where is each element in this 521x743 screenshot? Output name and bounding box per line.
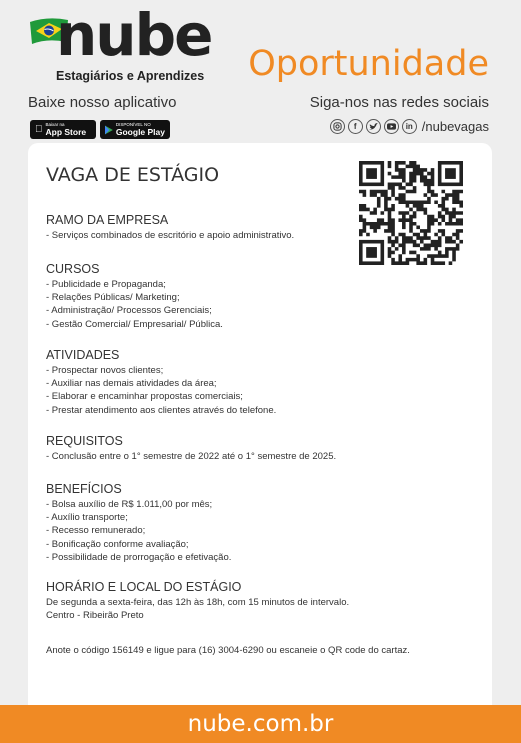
section-ramo [46, 213, 476, 242]
section-line: - Possibilidade de prorrogação e efetivação. [46, 551, 232, 563]
twitter-icon[interactable] [366, 119, 381, 134]
job-card [28, 143, 492, 705]
section-line: - Elaborar e encaminhar propostas comerciais; [46, 391, 243, 403]
section-line: - Conclusão entre o 1° semestre de 2022 até o 1° semestre de 2025. [46, 451, 337, 462]
section-line: - Administração/ Processos Gerenciais; [46, 305, 212, 317]
apple-icon [35, 124, 43, 135]
linkedin-icon[interactable]: in [402, 119, 417, 134]
section-line: - Bolsa auxílio de R$ 1.011,00 por mês; [46, 499, 213, 510]
section-title: BENEFÍCIOS [46, 482, 122, 496]
download-label: Baixe nosso aplicativo [28, 94, 177, 111]
app-store-badge[interactable] [30, 120, 96, 139]
section-atividades [46, 348, 476, 417]
section-title: HORÁRIO E LOCAL DO ESTÁGIO [46, 580, 242, 594]
section-title: REQUISITOS [46, 434, 123, 448]
youtube-icon[interactable] [384, 119, 399, 134]
google-play-icon [105, 125, 113, 135]
section-line: Centro - Ribeirão Preto [46, 610, 144, 622]
contact-note: Anote o código 156149 e ligue para (16) 3004-6290 ou escaneie o QR code do cartaz. [46, 645, 410, 656]
headline: Oportunidade [248, 44, 489, 84]
google-play-big: Google Play [115, 126, 165, 137]
job-title: VAGA DE ESTÁGIO [46, 164, 220, 186]
facebook-icon[interactable]: f [348, 119, 363, 134]
logo-subtitle: Estagiários e Aprendizes [56, 69, 205, 83]
section-line: - Publicidade e Propaganda; [46, 279, 166, 290]
social-label: Siga-nos nas redes sociais [309, 94, 489, 111]
instagram-icon[interactable] [330, 119, 345, 134]
section-line: - Prospectar novos clientes; [46, 365, 164, 376]
section-line: - Auxiliar nas demais atividades da área; [46, 378, 217, 390]
nube-logo [28, 1, 212, 84]
section-line: - Relações Públicas/ Marketing; [46, 292, 180, 304]
social-handle: /nubevagas [421, 119, 489, 134]
section-line: - Recesso remunerado; [46, 525, 146, 537]
logo-wordmark: nube [56, 1, 212, 69]
section-horario [46, 580, 476, 622]
section-line: De segunda a sexta-feira, das 12h às 18h, com 15 minutos de intervalo. [46, 597, 350, 608]
section-beneficios [46, 482, 476, 564]
section-line: - Prestar atendimento aos clientes através do telefone. [46, 404, 277, 416]
google-play-badge[interactable] [100, 120, 170, 139]
section-title: RAMO DA EMPRESA [46, 213, 169, 227]
social-links [330, 119, 489, 134]
section-line: - Auxílio transporte; [46, 512, 128, 524]
google-play-small: DISPONÍVEL NO [115, 122, 151, 127]
app-store-big: App Store [38, 126, 79, 137]
section-line: - Serviços combinados de escritório e apoio administrativo. [46, 230, 295, 241]
section-title: ATIVIDADES [46, 348, 120, 362]
section-line: - Bonificação conforme avaliação; [46, 538, 189, 550]
section-title: CURSOS [46, 262, 100, 276]
section-line: - Gestão Comercial/ Empresarial/ Pública. [46, 318, 223, 330]
footer-url[interactable]: nube.com.br [0, 705, 521, 743]
app-store-small: Baixar na [38, 122, 58, 127]
section-requisitos [46, 434, 476, 463]
section-cursos [46, 262, 476, 331]
